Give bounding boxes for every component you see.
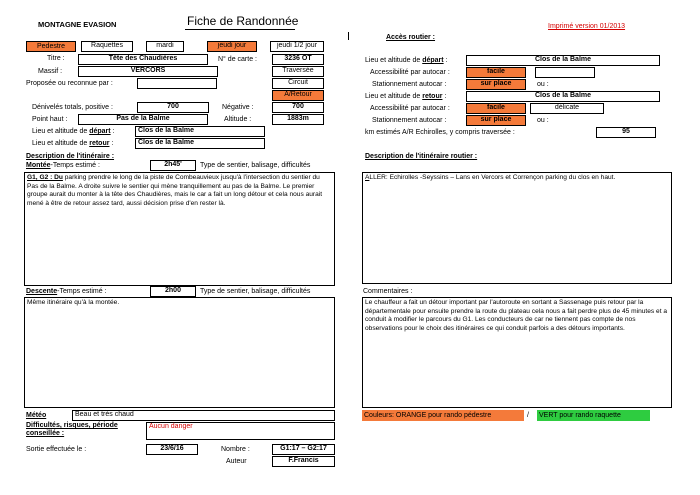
aller-text: ALLER: Echirolles -Seyssins – Lans en Vercors et Corrençon parking du clos en haut. (365, 174, 616, 181)
title-underline (185, 29, 295, 30)
r-station2-value: sur place (466, 115, 526, 126)
altitude-value: 1883m (272, 114, 324, 125)
r-access2-extra: délicate (530, 103, 604, 114)
comment-text: Le chauffeur a fait un détour important par l'autoroute en sortant a Sassenage puis retour par la départementale pour ensuite prendre la route du plateau cela nous a fait perdre plus de 45 minutes et a conduit à modifier le parcours du G1. Les conducteurs de car ne tiennent pas compte de nos observations pour le choix des itinéraires ce qui conduit parfois a des détours importants. (365, 299, 668, 332)
titre-label: Titre : (47, 55, 65, 62)
titre-value: Tête des Chaudières (78, 54, 208, 65)
tag-raquettes: Raquettes (81, 41, 133, 52)
descente-row: Descente-Temps estimé : (26, 288, 107, 295)
descente-type-label: Type de sentier, balisage, difficultés (200, 288, 311, 295)
aller-box (362, 172, 672, 284)
r-depart-label: Lieu et altitude de départ : (365, 57, 448, 64)
propose-label: Proposée ou reconnue par : (26, 80, 113, 87)
org-name: MONTAGNE EVASION (38, 20, 117, 29)
r-access-label: Accessibilité par autocar : (370, 69, 450, 76)
r-station-value: sur place (466, 79, 526, 90)
meteo-label: Météo (26, 412, 47, 419)
circuit-box: Circuit (272, 78, 324, 89)
nombre-value: G1:17 – G2:17 (272, 444, 335, 455)
montee-row: Montée-Temps estimé : (26, 162, 100, 169)
montee-type-label: Type de sentier, balisage, difficultés (200, 162, 311, 169)
comment-label: Commentaires : (363, 288, 413, 295)
r-station-ou: ou : (537, 81, 549, 88)
r-retour-label: Lieu et altitude de retour : (365, 93, 447, 100)
depart-label: Lieu et altitude de départ : (32, 128, 115, 135)
km-value: 95 (596, 127, 656, 138)
r-access-extra (535, 67, 595, 78)
nombre-label: Nombre : (221, 446, 250, 453)
descente-time: 2h00 (150, 286, 196, 297)
meteo-value: Beau et très chaud (72, 410, 335, 421)
traversee-box: Traversée (272, 66, 324, 77)
retour-label: Lieu et altitude de retour : (32, 140, 114, 147)
legend-green: VERT pour rando raquette (537, 410, 650, 421)
sortie-value: 23/6/16 (146, 444, 198, 455)
desc-title: Description de l'itinéraire : (26, 153, 115, 160)
propose-value (137, 78, 217, 89)
legend-orange: Couleurs: ORANGE pour rando pédestre (362, 410, 524, 421)
descente-text: Même itinéraire qu'à la montée. (27, 299, 120, 306)
page-title: Fiche de Randonnée (187, 14, 299, 28)
legend-slash: / (527, 412, 529, 419)
tag-mardi: mardi (146, 41, 184, 52)
acces-title: Accès routier : (386, 34, 436, 41)
r-desc-title: Description de l'itinéraire routier : (365, 153, 478, 160)
carte-value: 3236 OT (272, 54, 324, 65)
negative-value: 700 (272, 102, 324, 113)
point-haut-value: Pas de la Balme (78, 114, 208, 125)
tag-pedestre: Pedestre (26, 41, 76, 52)
r-station-label: Stationnement autocar : (372, 81, 447, 88)
r-retour-value: Clos de la Balme (466, 91, 660, 102)
aretour-box: A/Retour (272, 90, 324, 101)
r-access2-label: Accessibilité par autocar : (370, 105, 450, 112)
point-haut-label: Point haut : (32, 116, 68, 123)
comment-box (362, 297, 672, 408)
massif-value: VERCORS (78, 66, 218, 77)
carte-label: N° de carte : (218, 56, 257, 63)
depart-value: Clos de la Balme (135, 126, 265, 137)
montee-text-box (24, 172, 335, 286)
negative-label: Négative : (222, 104, 254, 111)
header-mark (348, 32, 349, 40)
r-station2-label: Stationnement autocar : (372, 117, 447, 124)
tag-jeudi-demi-jour: jeudi 1/2 jour (270, 41, 324, 52)
r-depart-value: Clos de la Balme (466, 55, 660, 66)
auteur-value: F.Francis (272, 456, 335, 467)
descente-text-box (24, 297, 335, 408)
massif-label: Massif : (38, 68, 63, 75)
auteur-label: Auteur (226, 458, 247, 465)
km-label: km estimés A/R Echirolles, y compris traversée : (365, 129, 515, 136)
r-access2-value: facile (466, 103, 526, 114)
retour-value: Clos de la Balme (135, 138, 265, 149)
r-access-value: facile (466, 67, 526, 78)
tag-jeudi-jour: jeudi jour (207, 41, 257, 52)
montee-text: G1, G2 : Du parking prendre le long de la piste de Combeauvieux jusqu'à l'intersection du sentier du Pas de la Balme. A droite suivre le sentier qui mène tranquillement au pas de la Balme. Le premier groupe aurait du monter à la tête des Chaudières, mais le car a fait un long détour et cela nous aurait mené à être de retour assez tard, aussi décision prise d'en rester là. (27, 174, 323, 207)
difficultes-label: Difficultés, risques, période conseillée : (26, 422, 118, 437)
r-station2-ou: ou : (537, 117, 549, 124)
deniv-label: Dénivelés totals, positive : (32, 104, 113, 111)
montee-time: 2h45' (150, 160, 196, 171)
difficultes-value: Aucun danger (146, 422, 335, 440)
print-version: Imprimé version 01/2013 (548, 23, 626, 30)
deniv-value: 700 (137, 102, 209, 113)
sortie-label: Sortie effectuée le : (26, 446, 87, 453)
altitude-label: Altitude : (224, 116, 252, 123)
